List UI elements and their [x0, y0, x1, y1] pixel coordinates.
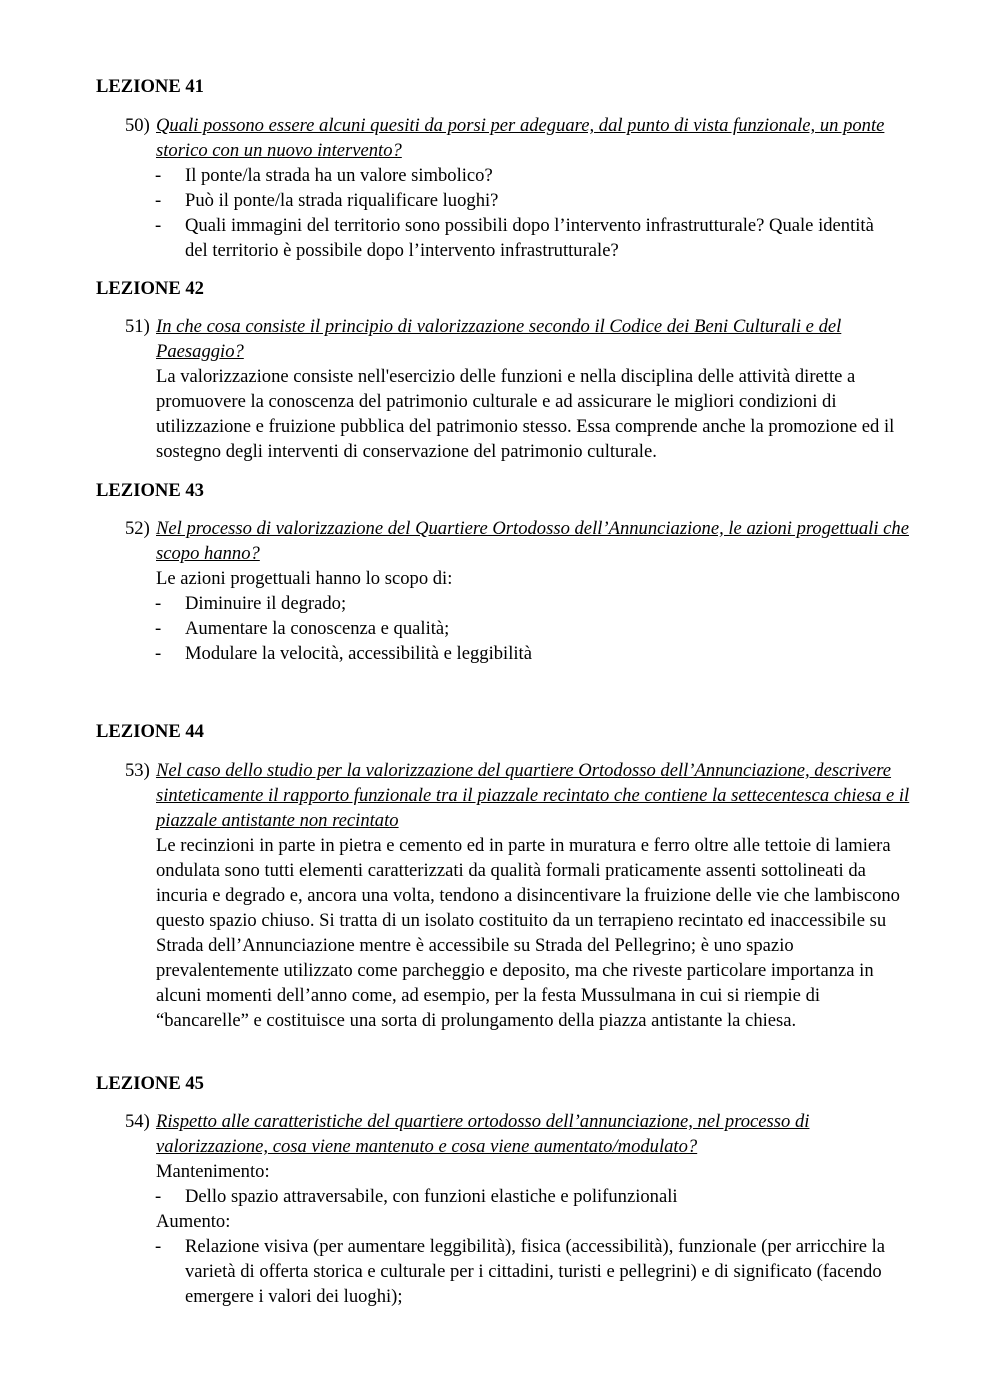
list-item: - Dello spazio attraversabile, con funzioni elastiche e polifunzionali — [155, 1186, 678, 1207]
question-number: 50) — [125, 115, 150, 136]
list-item: - Può il ponte/la strada riqualificare luoghi? — [155, 190, 499, 211]
question — [125, 516, 915, 566]
list-item: - Diminuire il degrado; — [155, 593, 347, 614]
section-heading: LEZIONE 44 — [96, 721, 204, 742]
section-heading: LEZIONE 43 — [96, 480, 204, 501]
question-text: Nel caso dello studio per la valorizzazione del quartiere Ortodosso dell’Annunciazione, descrivere sinteticamente il rapporto funzionale tra il piazzale recintato che contiene la settecentesca chiesa e il piazzale antistante non recintato — [156, 760, 910, 831]
question — [125, 1109, 915, 1159]
section-heading: LEZIONE 41 — [96, 76, 204, 97]
question — [125, 314, 915, 364]
question-text: Nel processo di valorizzazione del Quartiere Ortodosso dell’Annunciazione, le azioni progettuali che scopo hanno? — [156, 518, 909, 564]
question-number: 52) — [125, 518, 150, 539]
question-text: In che cosa consiste il principio di valorizzazione secondo il Codice dei Beni Culturali e del Paesaggio? — [156, 316, 842, 362]
question — [125, 113, 915, 163]
answer-text: La valorizzazione consiste nell'esercizio delle funzioni e nella disciplina delle attività dirette a promuovere la conoscenza del patrimonio culturale e ad assicurare le migliori condizioni di utilizzazione e fruizione pubblica del patrimonio stesso. Essa comprende anche la promozione ed il sostegno degli interventi di conservazione del patrimonio culturale. — [156, 366, 895, 462]
bullet-list — [155, 1234, 895, 1309]
list-item: - Modulare la velocità, accessibilità e leggibilità — [155, 643, 532, 664]
question-text: Quali possono essere alcuni quesiti da porsi per adeguare, dal punto di vista funzionale, un ponte storico con un nuovo intervento? — [156, 115, 885, 161]
answer-label: Mantenimento: — [156, 1161, 270, 1182]
list-item: - Il ponte/la strada ha un valore simbolico? — [155, 165, 493, 186]
list-item: - Aumentare la conoscenza e qualità; — [155, 618, 450, 639]
bullet-list — [155, 1184, 895, 1209]
question-number: 54) — [125, 1111, 150, 1132]
list-item: - Quali immagini del territorio sono possibili dopo l’intervento infrastrutturale? Quale identità del territorio è possibile dopo l’intervento infrastrutturale? — [155, 215, 874, 261]
question — [125, 758, 915, 833]
section-heading: LEZIONE 45 — [96, 1073, 204, 1094]
question-text: Rispetto alle caratteristiche del quartiere ortodosso dell’annunciazione, nel processo di valorizzazione, cosa viene mantenuto e cosa viene aumentato/modulato? — [156, 1111, 810, 1157]
section-heading: LEZIONE 42 — [96, 278, 204, 299]
answer-label: Aumento: — [156, 1211, 231, 1232]
bullet-list — [155, 591, 895, 666]
answer-text: Le recinzioni in parte in pietra e cemento ed in parte in muratura e ferro oltre alle tettoie di lamiera ondulata sono tutti elementi caratterizzati da qualità formali praticamente assenti sottolineati da incuria e degrado e, ancora una volta, tendono a disincentivare la fruizione delle vie che lambiscono questo spazio chiuso. Si tratta di un isolato costituito da un terrapieno recintato ed inaccessibile su Strada dell’Annunciazione mentre è accessibile su Strada del Pellegrino; è uno spazio prevalentemente utilizzato come parcheggio e deposito, ma che riveste particolare importanza in alcuni momenti dell’anno come, ad esempio, per la festa Mussulmana in cui si riempie di “bancarelle” e costituisce una sorta di prolungamento della piazza antistante la chiesa. — [156, 835, 900, 1031]
bullet-list — [155, 163, 895, 263]
answer-text: Le azioni progettuali hanno lo scopo di: — [156, 568, 453, 589]
list-item: - Relazione visiva (per aumentare leggibilità), fisica (accessibilità), funzionale (per arricchire la varietà di offerta storica e culturale per i cittadini, turisti e pellegrini) e di significato (facendo emergere i valori dei luoghi); — [155, 1236, 886, 1307]
question-number: 53) — [125, 760, 150, 781]
question-number: 51) — [125, 316, 150, 337]
